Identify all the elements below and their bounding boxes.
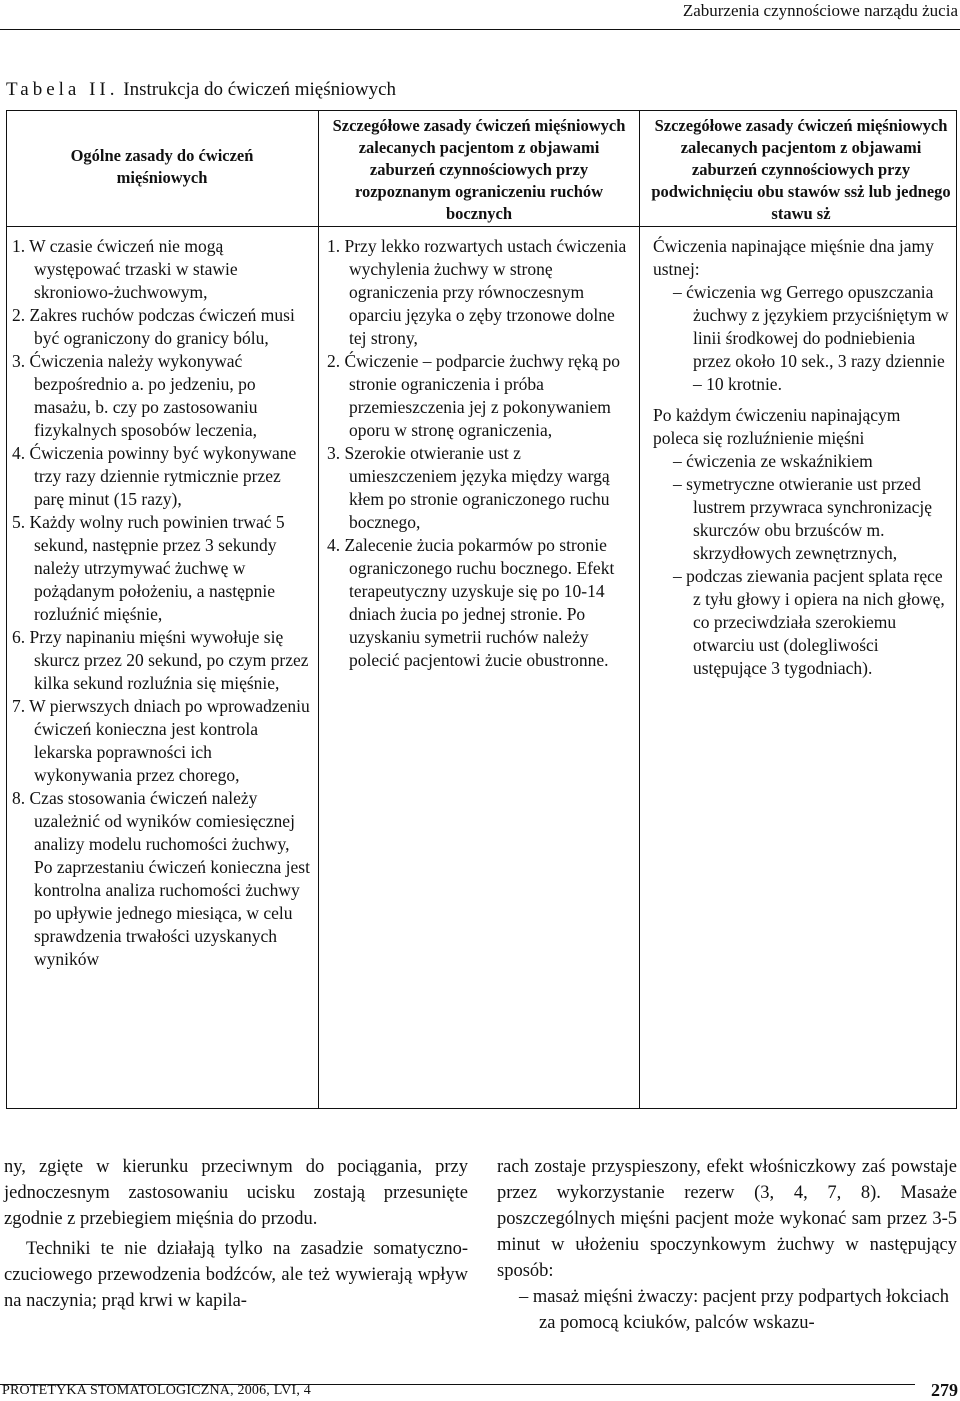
table-header-subluxation: Szczegółowe zasady ćwiczeń mięśniowych zalecanych pacjentom z objawami zaburzeń czynnościowych przy podwichnięciu obu stawów ssż lub jednego stawu sż bbox=[651, 116, 951, 223]
table-header-lateral: Szczegółowe zasady ćwiczeń mięśniowych zalecanych pacjentom z objawami zaburzeń czynnościowych przy rozpoznanym ograniczeniu ruchów bocznych bbox=[332, 116, 626, 223]
general-rule-item: 8. Czas stosowania ćwiczeń należy uzależnić od wyników comiesięcznej analizy modelu ruchomości żuchwy, Po zaprzestaniu ćwiczeń konieczna jest kontrolna analiza ruchomości żuchwy po upływie jednego miesiąca, w celu sprawdzenia trwałości uzyskanych wyników bbox=[12, 788, 310, 969]
general-rule-item: 4. Ćwiczenia powinny być wykonywane trzy razy dziennie rytmicznie przez parę minut (15 razy), bbox=[12, 443, 297, 509]
header-rule bbox=[0, 29, 960, 30]
body-paragraph: rach zostaje przyspieszony, efekt włośniczkowy zaś powstaje przez wykorzystanie rezerw (3, 4, 7, 8). Masaże poszczególnych mięśni pacjent może wykonać sam przez 3-5 minut w ułożeniu spoczynkowym żuchwy w następujący sposób: bbox=[497, 1157, 957, 1281]
lateral-rule-item: 1. Przy lekko rozwartych ustach ćwiczenia wychylenia żuchwy w stronę ograniczenia przy równoczesnym oparciu języka o zęby trzonowe dolne tej strony, bbox=[327, 236, 627, 348]
body-paragraph: Techniki te nie działają tylko na zasadzie somatyczno-czuciowego przewodzenia bodźców, ale też wywierają wpływ na naczynia; prąd krwi w kapila- bbox=[4, 1239, 468, 1311]
body-left-column bbox=[4, 1154, 468, 1314]
lateral-rule-item: 3. Szerokie otwieranie ust z umieszczeniem języka między wargą kłem po stronie ograniczonego ruchu bocznego, bbox=[327, 443, 610, 532]
subluxation-dash-item: – ćwiczenia ze wskaźnikiem bbox=[673, 451, 873, 471]
general-rule-item: 3. Ćwiczenia należy wykonywać bezpośrednio a. po jedzeniu, po masażu, b. czy po zastosowaniu fizykalnych sposobów leczenia, bbox=[12, 351, 258, 440]
table-caption bbox=[6, 78, 396, 102]
general-rules-cell bbox=[12, 235, 312, 971]
running-head: Zaburzenia czynnościowe narządu żucia bbox=[682, 1, 958, 20]
subluxation-intro: Ćwiczenia napinające mięśnie dna jamy ustnej: bbox=[653, 236, 934, 279]
lateral-rules-cell bbox=[327, 235, 633, 672]
body-right-column bbox=[497, 1154, 957, 1336]
subluxation-intro: Po każdym ćwiczeniu napinającym poleca się rozluźnienie mięśni bbox=[653, 405, 901, 448]
subluxation-dash-item: – ćwiczenia wg Gerrego opuszczania żuchwy z językiem przyciśniętym w linii środkowej do podniebienia przez około 10 sek., 3 razy dziennie – 10 krotnie. bbox=[673, 282, 949, 394]
lateral-rule-item: 4. Zalecenie żucia pokarmów po stronie ograniczonego ruchu bocznego. Efekt terapeutyczny uzyskuje się po 10-14 dniach żucia po jednej stronie. Po uzyskaniu symetrii ruchów należy polecić pacjentowi żucie obustronne. bbox=[327, 535, 615, 670]
general-rule-item: 1. W czasie ćwiczeń nie mogą występować trzaski w stawie skroniowo-żuchwowym, bbox=[12, 236, 238, 302]
body-dash-paragraph: – masaż mięśni żwaczy: pacjent przy podpartych łokciach za pomocą kciuków, palców wskazu- bbox=[519, 1287, 949, 1333]
general-rule-item: 7. W pierwszych dniach po wprowadzeniu ćwiczeń konieczna jest kontrola lekarska poprawności ich wykonywania przez chorego, bbox=[12, 696, 310, 785]
general-rule-item: 2. Zakres ruchów podczas ćwiczeń musi być ograniczony do granicy bólu, bbox=[12, 305, 295, 348]
subluxation-dash-item: – podczas ziewania pacjent splata ręce z tyłu głowy i opiera na nich głowę, co przeciwdziała szerokiemu otwarciu ust (dolegliwości ustępujące 3 tygodniach). bbox=[673, 566, 945, 678]
body-paragraph: ny, zgięte w kierunku przeciwnym do pociągania, przy jednoczesnym zastosowaniu ucisku zostają przesunięte zgodnie z przebiegiem mięśnia do przodu. bbox=[4, 1157, 468, 1229]
table-header-general: Ogólne zasady do ćwiczeń mięśniowych bbox=[70, 146, 254, 187]
lateral-rule-item: 2. Ćwiczenie – podparcie żuchwy ręką po stronie ograniczenia i próba przemieszczenia jej z pokonywaniem oporu w stronę ograniczenia, bbox=[327, 351, 621, 440]
table-column-divider bbox=[639, 111, 640, 1108]
table-column-divider bbox=[318, 111, 319, 1108]
general-rule-item: 6. Przy napinaniu mięśni wywołuje się skurcz przez 20 sekund, po czym przez kilka sekund rozluźnia się mięśnie, bbox=[12, 627, 309, 693]
table-header-divider bbox=[7, 226, 956, 227]
subluxation-rules-cell bbox=[653, 235, 949, 680]
table-caption-text: Instrukcja do ćwiczeń mięśniowych bbox=[123, 79, 397, 100]
subluxation-dash-item: – symetryczne otwieranie ust przed lustrem przywraca synchronizację skurczów obu brzuśców m. skrzydłowych zewnętrznych, bbox=[673, 474, 933, 563]
general-rule-item: 5. Każdy wolny ruch powinien trwać 5 sekund, następnie przez 3 sekundy należy utrzymywać żuchwę w pożądanym położeniu, a następnie rozluźnić mięśnie, bbox=[12, 512, 285, 624]
page-number: 279 bbox=[931, 1380, 958, 1400]
table-caption-label: Tabela II. bbox=[6, 79, 119, 100]
journal-citation: PROTETYKA STOMATOLOGICZNA, 2006, LVI, 4 bbox=[2, 1383, 311, 1398]
exercise-table bbox=[6, 110, 957, 1109]
